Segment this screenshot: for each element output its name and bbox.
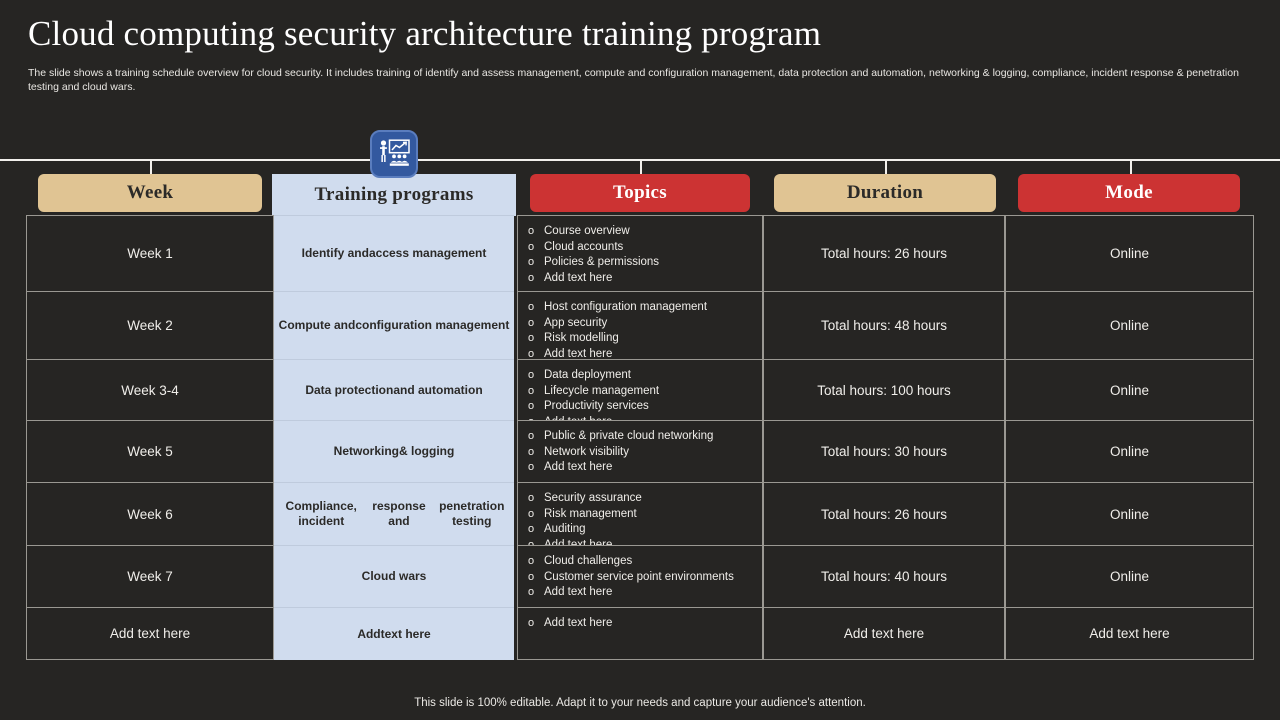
table-cell-topics [517, 482, 763, 545]
table-cell-mode: Online [1005, 359, 1254, 420]
header-week[interactable]: Week [38, 174, 262, 212]
bullet-circle-icon: o [528, 617, 535, 629]
bullet-circle-icon: o [528, 430, 535, 442]
footer-note: This slide is 100% editable. Adapt it to your needs and capture your audience's attention. [414, 697, 866, 709]
table-cell-program: Add text here [274, 607, 514, 660]
bullet-circle-icon: o [528, 332, 535, 344]
topic-label: Auditing [544, 523, 586, 535]
table-cell-duration: Total hours: 40 hours [763, 545, 1005, 607]
table-cell-week: Week 3-4 [26, 359, 274, 420]
topic-label: Host configuration management [544, 301, 708, 313]
bullet-circle-icon: o [528, 240, 535, 253]
table-cell-mode: Online [1005, 545, 1254, 607]
table-cell-duration: Total hours: 100 hours [763, 359, 1005, 420]
topic-label: Data deployment [544, 369, 631, 381]
column-topics [517, 215, 763, 660]
table-cell-week: Week 7 [26, 545, 274, 607]
bullet-circle-icon: o [528, 523, 535, 535]
topic-label: Policies & permissions [544, 256, 660, 268]
topic-label: Add text here [544, 617, 613, 629]
table-cell-program: Compliance, incident response and penetration testing [274, 482, 514, 545]
bullet-circle-icon: o [528, 369, 535, 381]
column-mode [1005, 215, 1254, 660]
table-cell-topics [517, 607, 763, 660]
topic-list-item [528, 331, 762, 347]
topic-label: App security [544, 316, 608, 329]
table-cell-week: Week 5 [26, 420, 274, 482]
page-title: Cloud computing security architecture training program [28, 14, 822, 53]
table-cell-duration: Total hours: 48 hours [763, 291, 1005, 359]
topic-label: Add text here [544, 347, 613, 360]
topic-list-item [528, 429, 762, 445]
table-cell-program: Networking & logging [274, 420, 514, 482]
topic-list-item [528, 522, 762, 538]
table-cell-topics [517, 420, 763, 482]
bullet-circle-icon: o [528, 586, 535, 598]
topic-label: Risk management [544, 507, 637, 520]
topic-label: Add text here [544, 586, 613, 598]
topic-list-item [528, 255, 762, 271]
bullet-circle-icon: o [528, 555, 535, 567]
table-cell-mode: Online [1005, 291, 1254, 359]
table-cell-week: Week 1 [26, 215, 274, 291]
topic-label: Network visibility [544, 445, 629, 458]
topic-label: Public & private cloud networking [544, 430, 714, 442]
topic-label: Security assurance [544, 492, 642, 504]
training-presentation-icon [370, 130, 418, 178]
table-cell-week: Add text here [26, 607, 274, 660]
column-week [26, 215, 274, 660]
bullet-circle-icon: o [528, 301, 535, 313]
table-cell-program: Compute and configuration management [274, 291, 514, 359]
bullet-circle-icon: o [528, 400, 535, 412]
bullet-circle-icon: o [528, 347, 535, 360]
topic-list-item [528, 585, 762, 601]
topic-label: Lifecycle management [544, 384, 660, 397]
topic-list-item [528, 460, 762, 476]
bullet-circle-icon: o [528, 570, 535, 583]
topic-label: Customer service point environments [544, 570, 734, 583]
table-cell-mode: Add text here [1005, 607, 1254, 660]
table-cell-week: Week 2 [26, 291, 274, 359]
table-cell-program: Data protection and automation [274, 359, 514, 420]
topic-list-item [528, 240, 762, 256]
bullet-circle-icon: o [528, 384, 535, 397]
header-topics[interactable]: Topics [530, 174, 750, 212]
bullet-circle-icon: o [528, 316, 535, 329]
bullet-circle-icon: o [528, 225, 535, 237]
training-schedule-table [0, 215, 1280, 660]
topic-list-item [528, 491, 762, 507]
topic-label: Risk modelling [544, 332, 619, 344]
topic-list-item [528, 507, 762, 523]
column-programs [274, 215, 514, 660]
topic-label: Cloud challenges [544, 555, 633, 567]
bullet-circle-icon: o [528, 271, 535, 284]
bullet-circle-icon: o [528, 507, 535, 520]
topic-label: Course overview [544, 225, 630, 237]
bullet-circle-icon: o [528, 445, 535, 458]
table-cell-duration: Add text here [763, 607, 1005, 660]
table-cell-mode: Online [1005, 215, 1254, 291]
bullet-circle-icon: o [528, 492, 535, 504]
topic-list-item [528, 554, 762, 570]
table-cell-duration: Total hours: 26 hours [763, 215, 1005, 291]
header-mode[interactable]: Mode [1018, 174, 1240, 212]
table-cell-mode: Online [1005, 420, 1254, 482]
table-cell-program: Cloud wars [274, 545, 514, 607]
topic-label: Cloud accounts [544, 240, 624, 253]
table-cell-topics [517, 291, 763, 359]
table-cell-duration: Total hours: 26 hours [763, 482, 1005, 545]
column-duration [763, 215, 1005, 660]
topic-list-item [528, 300, 762, 316]
topic-list-item [528, 570, 762, 586]
topic-label: Add text here [544, 271, 613, 284]
table-cell-duration: Total hours: 30 hours [763, 420, 1005, 482]
header-programs[interactable]: Training programs [272, 174, 516, 216]
page-subtitle: The slide shows a training schedule overview for cloud security. It includes training of identify and assess management, compute and configuration management, data protection and automation, networking & logging, compliance, incident response & penetration testing and cloud wars. [28, 67, 1239, 93]
topic-list-item [528, 445, 762, 461]
topic-list-item [528, 368, 762, 384]
topic-list-item [528, 384, 762, 400]
topic-label: Add text here [544, 461, 613, 473]
bullet-circle-icon: o [528, 461, 535, 473]
table-cell-week: Week 6 [26, 482, 274, 545]
table-cell-topics [517, 359, 763, 420]
table-cell-topics [517, 545, 763, 607]
table-cell-topics [517, 215, 763, 291]
table-cell-program: Identify and access management [274, 215, 514, 291]
header-duration[interactable]: Duration [774, 174, 996, 212]
topic-list-item [528, 271, 762, 287]
topic-label: Productivity services [544, 400, 649, 412]
topic-list-item [528, 399, 762, 415]
bullet-circle-icon: o [528, 256, 535, 268]
topic-list-item [528, 616, 762, 632]
topic-list-item [528, 316, 762, 332]
topic-list-item [528, 224, 762, 240]
table-cell-mode: Online [1005, 482, 1254, 545]
